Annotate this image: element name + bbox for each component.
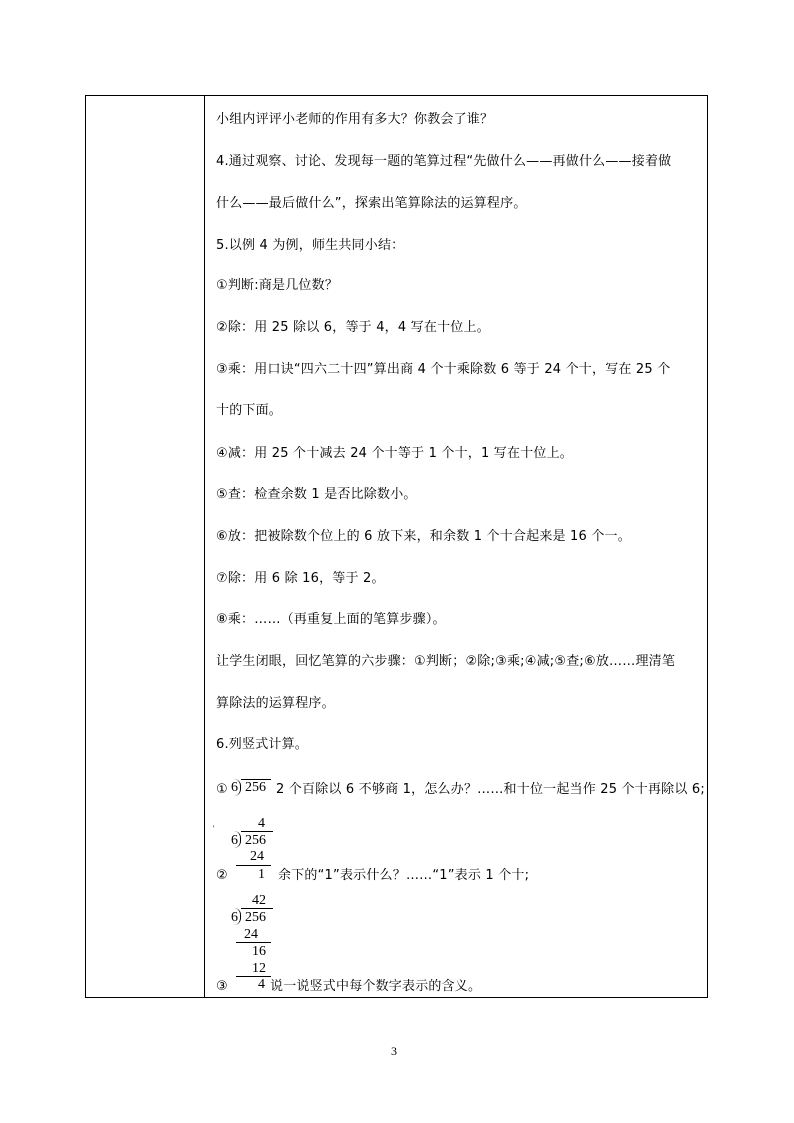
subtraction-line	[236, 976, 271, 977]
text-line: ②除：用 25 除以 6，等于 4，4 写在十位上。	[216, 320, 490, 335]
partial-dividend: 16	[252, 944, 266, 959]
division-bracket	[234, 831, 241, 848]
vinculum	[241, 831, 273, 832]
text-line: ③乘：用口诀“四六二十四”算出商 4 个十乘除数 6 等于 24 个十，写在 25 个	[216, 362, 671, 377]
column-divider	[204, 96, 205, 997]
stray-mark: '	[213, 824, 215, 833]
text-line: 5.以例 4 为例，师生共同小结：	[216, 238, 405, 253]
text-line: 6.列竖式计算。	[216, 737, 309, 752]
product: 12	[252, 961, 266, 976]
step-text: 说一说竖式中每个数字表示的含义。	[270, 979, 482, 994]
step-text: 2 个百除以 6 不够商 1，怎么办？……和十位一起当作 25 个十再除以 6;	[276, 782, 705, 797]
text-line: ⑦除：用 6 除 16，等于 2。	[216, 571, 385, 586]
text-line: ⑤查：检查余数 1 是否比除数小。	[216, 487, 417, 502]
division-bracket	[234, 779, 241, 796]
divisor: 6	[231, 910, 238, 925]
remainder: 4	[258, 977, 265, 992]
lesson-content-cell	[213, 96, 706, 997]
page-number: 3	[391, 1044, 397, 1058]
text-line: ⑥放：把被除数个位上的 6 放下来，和余数 1 个十合起来是 16 个一。	[216, 529, 631, 544]
step-marker: ②	[216, 868, 228, 883]
text-line: ④减：用 25 个十减去 24 个十等于 1 个十，1 写在十位上。	[216, 446, 574, 461]
remainder: 1	[258, 867, 265, 882]
text-line: 小组内评评小老师的作用有多大？你教会了谁？	[216, 112, 494, 127]
subtraction-line	[236, 865, 271, 866]
quotient: 4	[258, 816, 265, 831]
product: 24	[250, 849, 264, 864]
divisor: 6	[231, 833, 238, 848]
dividend: 256	[245, 910, 266, 925]
lesson-table	[85, 95, 708, 998]
text-line: 什么——最后做什么”，探索出笔算除法的运算程序。	[216, 196, 527, 211]
text-line: 4.通过观察、讨论、发现每一题的笔算过程“先做什么——再做什么——接着做	[216, 154, 672, 169]
dividend: 256	[245, 780, 266, 795]
text-line: 十的下面。	[216, 403, 283, 418]
quotient: 42	[252, 893, 266, 908]
division-bracket	[234, 908, 241, 925]
product: 24	[244, 927, 258, 942]
text-line: ①判断:商是几位数？	[216, 278, 339, 293]
step-text: 余下的“1”表示什么？……“1”表示 1 个十;	[278, 868, 530, 883]
subtraction-line	[236, 942, 271, 943]
text-line: 让学生闭眼，回忆笔算的六步骤：①判断；②除;③乘;④减;⑤查;⑥放……理清笔	[216, 654, 676, 669]
step-marker: ①	[216, 782, 228, 797]
text-line: 算除法的运算程序。	[216, 696, 335, 711]
divisor: 6	[231, 780, 238, 795]
text-line: ⑧乘：……（再重复上面的笔算步骤）。	[216, 612, 446, 627]
vinculum	[241, 908, 273, 909]
dividend: 256	[245, 833, 266, 848]
step-marker: ③	[216, 979, 228, 994]
